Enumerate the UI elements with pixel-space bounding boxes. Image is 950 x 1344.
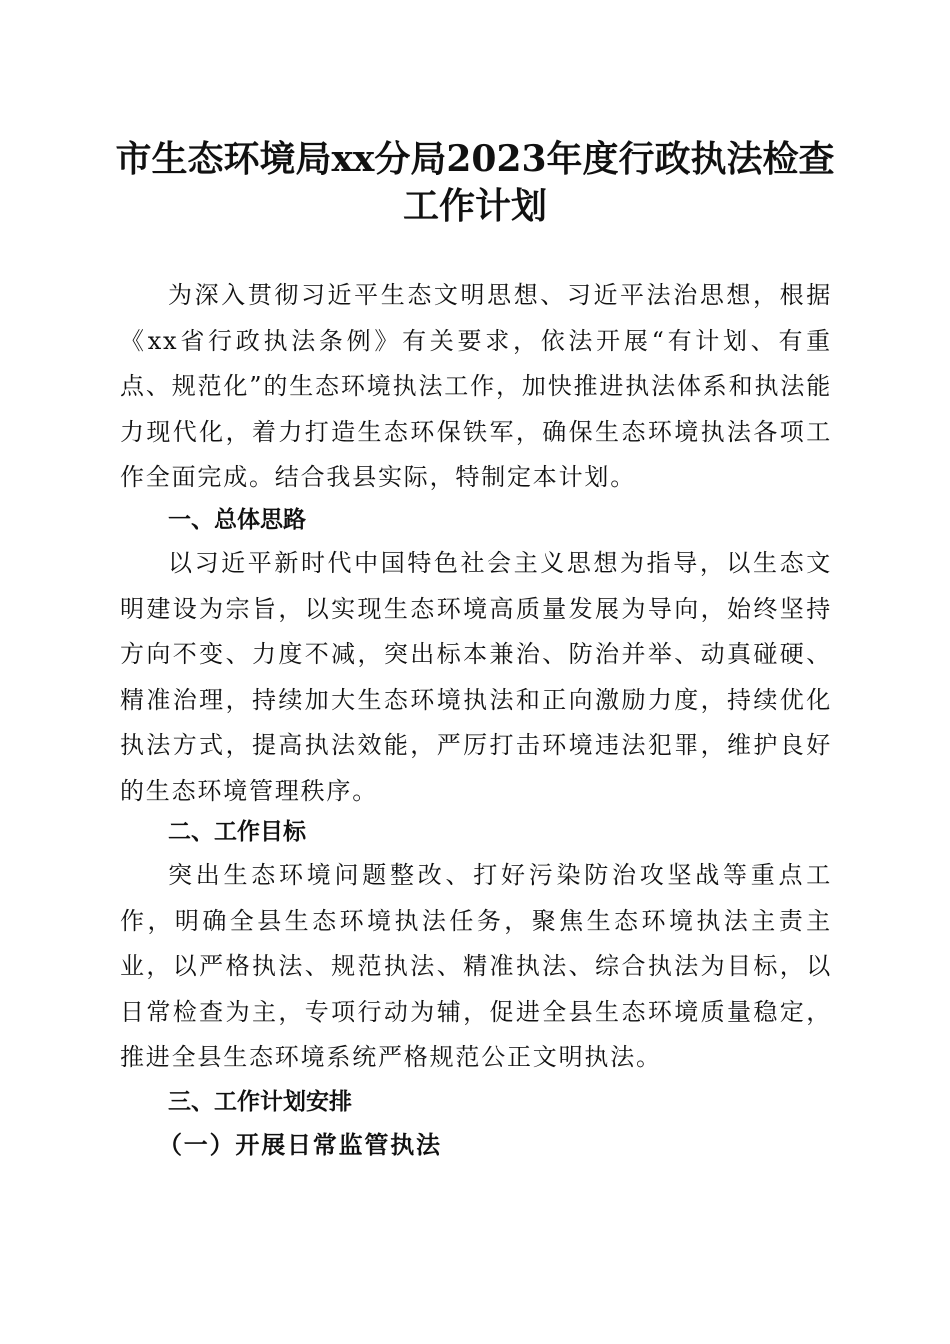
- section-heading-work-goals: 二、工作目标: [168, 819, 306, 845]
- section-paragraph-overall-approach: 以习近平新时代中国特色社会主义思想为指导，以生态文明建设为宗旨，以实现生态环境高质量发展为导向，始终坚持方向不变、力度不减，突出标本兼治、防治并举、动真碰硬、精准治理，持续加大生态环境执法和正向激励力度，持续优化执法方式，提高执法效能，严厉打击环境违法犯罪，维护良好的生态环境管理秩序。: [120, 549, 832, 805]
- document-title-line-1: 市生态环境局xx分局2023年度行政执法检查: [115, 138, 835, 180]
- subsection-heading-daily-supervision: （一）开展日常监管执法: [158, 1130, 442, 1159]
- intro-paragraph: 为深入贯彻习近平生态文明思想、习近平法治思想，根据《xx省行政执法条例》有关要求，依法开展“有计划、有重点、规范化”的生态环境执法工作，加快推进执法体系和执法能力现代化，着力打造生态环保铁军，确保生态环境执法各项工作全面完成。结合我县实际，特制定本计划。: [120, 281, 832, 492]
- document-title-line-2: 工作计划: [402, 185, 547, 227]
- section-heading-work-plan: 三、工作计划安排: [168, 1089, 352, 1115]
- section-heading-overall-approach: 一、总体思路: [168, 507, 306, 533]
- section-paragraph-work-goals: 突出生态环境问题整改、打好污染防治攻坚战等重点工作，明确全县生态环境执法任务，聚焦生态环境执法主责主业，以严格执法、规范执法、精准执法、综合执法为目标，以日常检查为主，专项行动为辅，促进全县生态环境质量稳定，推进全县生态环境系统严格规范公正文明执法。: [120, 861, 832, 1072]
